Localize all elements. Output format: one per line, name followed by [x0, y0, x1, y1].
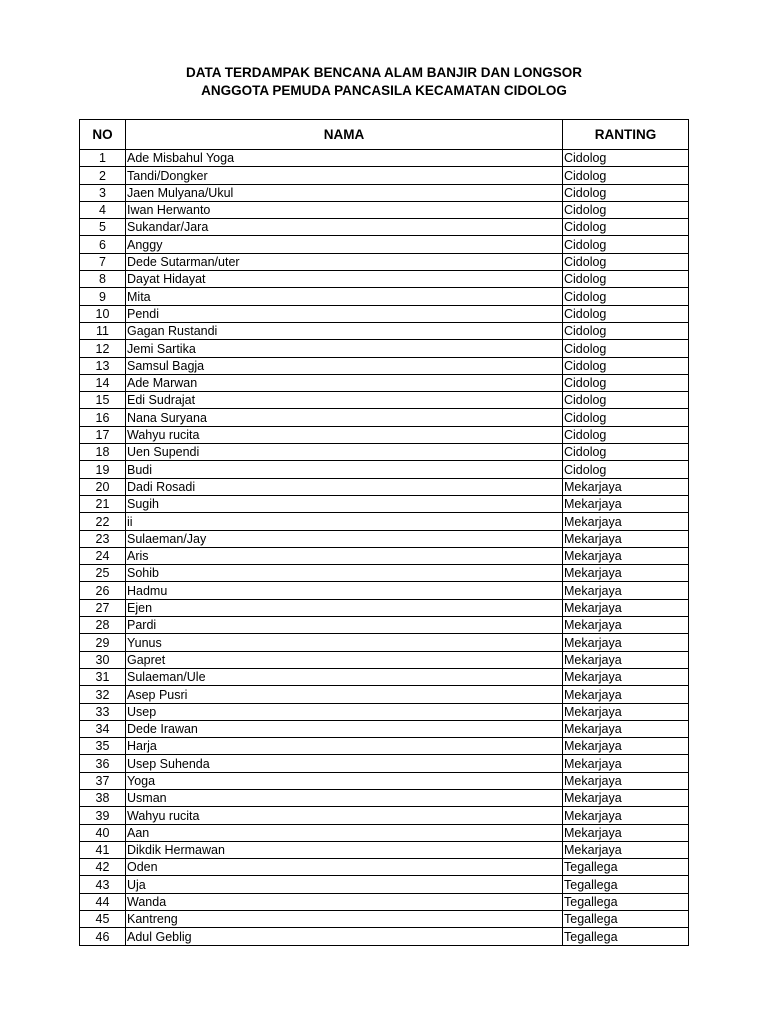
cell-nama: Adul Geblig — [126, 928, 563, 945]
cell-ranting: Cidolog — [563, 409, 689, 426]
header-nama: NAMA — [126, 120, 563, 150]
cell-nama: Jaen Mulyana/Ukul — [126, 184, 563, 201]
header-no: NO — [80, 120, 126, 150]
cell-ranting: Cidolog — [563, 357, 689, 374]
cell-nama: Budi — [126, 461, 563, 478]
cell-ranting: Cidolog — [563, 426, 689, 443]
cell-nama: Wahyu rucita — [126, 426, 563, 443]
cell-nama: ii — [126, 513, 563, 530]
cell-no: 27 — [80, 599, 126, 616]
table-row — [80, 789, 689, 806]
cell-ranting: Mekarjaya — [563, 513, 689, 530]
cell-no: 45 — [80, 911, 126, 928]
cell-ranting: Mekarjaya — [563, 789, 689, 806]
cell-no: 34 — [80, 720, 126, 737]
cell-no: 19 — [80, 461, 126, 478]
cell-no: 30 — [80, 651, 126, 668]
table-row — [80, 322, 689, 339]
table-row — [80, 686, 689, 703]
table-row — [80, 184, 689, 201]
table-row — [80, 530, 689, 547]
cell-no: 21 — [80, 495, 126, 512]
table-row — [80, 426, 689, 443]
cell-nama: Sugih — [126, 495, 563, 512]
cell-ranting: Mekarjaya — [563, 703, 689, 720]
cell-nama: Nana Suryana — [126, 409, 563, 426]
cell-ranting: Mekarjaya — [563, 634, 689, 651]
cell-ranting: Cidolog — [563, 288, 689, 305]
cell-nama: Wanda — [126, 893, 563, 910]
document-title — [0, 64, 768, 100]
cell-nama: Sulaeman/Ule — [126, 668, 563, 685]
table-row — [80, 305, 689, 322]
cell-no: 10 — [80, 305, 126, 322]
cell-ranting: Mekarjaya — [563, 651, 689, 668]
cell-no: 12 — [80, 340, 126, 357]
cell-ranting: Mekarjaya — [563, 720, 689, 737]
cell-no: 6 — [80, 236, 126, 253]
cell-ranting: Mekarjaya — [563, 841, 689, 858]
cell-ranting: Tegallega — [563, 928, 689, 945]
cell-nama: Usep Suhenda — [126, 755, 563, 772]
cell-ranting: Cidolog — [563, 305, 689, 322]
table-row — [80, 167, 689, 184]
cell-ranting: Cidolog — [563, 167, 689, 184]
cell-ranting: Mekarjaya — [563, 807, 689, 824]
table-row — [80, 738, 689, 755]
cell-nama: Ejen — [126, 599, 563, 616]
cell-nama: Mita — [126, 288, 563, 305]
table-row — [80, 599, 689, 616]
cell-no: 13 — [80, 357, 126, 374]
table-row — [80, 547, 689, 564]
cell-no: 25 — [80, 565, 126, 582]
cell-nama: Harja — [126, 738, 563, 755]
cell-nama: Iwan Herwanto — [126, 201, 563, 218]
cell-ranting: Tegallega — [563, 876, 689, 893]
cell-ranting: Mekarjaya — [563, 755, 689, 772]
table-header — [80, 120, 689, 150]
table-row — [80, 478, 689, 495]
cell-nama: Dede Irawan — [126, 720, 563, 737]
cell-nama: Ade Misbahul Yoga — [126, 150, 563, 167]
cell-nama: Pardi — [126, 617, 563, 634]
cell-ranting: Mekarjaya — [563, 599, 689, 616]
cell-nama: Dadi Rosadi — [126, 478, 563, 495]
cell-no: 20 — [80, 478, 126, 495]
table-row — [80, 824, 689, 841]
table-row — [80, 772, 689, 789]
cell-no: 38 — [80, 789, 126, 806]
cell-no: 22 — [80, 513, 126, 530]
cell-nama: Yunus — [126, 634, 563, 651]
cell-ranting: Mekarjaya — [563, 668, 689, 685]
cell-ranting: Mekarjaya — [563, 478, 689, 495]
cell-nama: Usep — [126, 703, 563, 720]
cell-ranting: Tegallega — [563, 859, 689, 876]
cell-ranting: Tegallega — [563, 911, 689, 928]
cell-ranting: Mekarjaya — [563, 530, 689, 547]
cell-ranting: Cidolog — [563, 392, 689, 409]
table-row — [80, 513, 689, 530]
cell-no: 16 — [80, 409, 126, 426]
table-row — [80, 859, 689, 876]
cell-ranting: Cidolog — [563, 150, 689, 167]
cell-nama: Hadmu — [126, 582, 563, 599]
header-ranting: RANTING — [563, 120, 689, 150]
cell-no: 2 — [80, 167, 126, 184]
cell-ranting: Cidolog — [563, 253, 689, 270]
table-row — [80, 893, 689, 910]
cell-no: 11 — [80, 322, 126, 339]
cell-ranting: Mekarjaya — [563, 772, 689, 789]
cell-no: 40 — [80, 824, 126, 841]
table-row — [80, 219, 689, 236]
member-table — [79, 119, 689, 946]
cell-no: 14 — [80, 374, 126, 391]
table-row — [80, 928, 689, 945]
cell-ranting: Mekarjaya — [563, 686, 689, 703]
table-row — [80, 911, 689, 928]
cell-no: 9 — [80, 288, 126, 305]
cell-nama: Pendi — [126, 305, 563, 322]
cell-ranting: Cidolog — [563, 271, 689, 288]
cell-no: 1 — [80, 150, 126, 167]
cell-ranting: Cidolog — [563, 219, 689, 236]
table-row — [80, 703, 689, 720]
table-row — [80, 651, 689, 668]
table-row — [80, 253, 689, 270]
cell-no: 44 — [80, 893, 126, 910]
table-row — [80, 720, 689, 737]
cell-no: 41 — [80, 841, 126, 858]
table-row — [80, 634, 689, 651]
table-row — [80, 668, 689, 685]
cell-no: 8 — [80, 271, 126, 288]
table-body — [80, 150, 689, 946]
cell-ranting: Cidolog — [563, 184, 689, 201]
cell-no: 42 — [80, 859, 126, 876]
cell-nama: Yoga — [126, 772, 563, 789]
cell-no: 23 — [80, 530, 126, 547]
cell-ranting: Cidolog — [563, 322, 689, 339]
cell-ranting: Cidolog — [563, 444, 689, 461]
cell-ranting: Mekarjaya — [563, 582, 689, 599]
cell-nama: Ade Marwan — [126, 374, 563, 391]
cell-no: 43 — [80, 876, 126, 893]
cell-nama: Uja — [126, 876, 563, 893]
table-row — [80, 755, 689, 772]
cell-nama: Usman — [126, 789, 563, 806]
table-row — [80, 340, 689, 357]
cell-no: 15 — [80, 392, 126, 409]
table-row — [80, 409, 689, 426]
cell-no: 24 — [80, 547, 126, 564]
cell-nama: Aan — [126, 824, 563, 841]
header-row — [80, 120, 689, 150]
cell-no: 31 — [80, 668, 126, 685]
cell-ranting: Mekarjaya — [563, 617, 689, 634]
cell-ranting: Mekarjaya — [563, 565, 689, 582]
cell-no: 4 — [80, 201, 126, 218]
cell-no: 35 — [80, 738, 126, 755]
cell-nama: Edi Sudrajat — [126, 392, 563, 409]
title-line-1: DATA TERDAMPAK BENCANA ALAM BANJIR DAN LONGSOR — [186, 65, 582, 80]
cell-no: 33 — [80, 703, 126, 720]
cell-no: 46 — [80, 928, 126, 945]
cell-no: 7 — [80, 253, 126, 270]
table-row — [80, 461, 689, 478]
cell-no: 32 — [80, 686, 126, 703]
cell-ranting: Mekarjaya — [563, 824, 689, 841]
cell-nama: Sulaeman/Jay — [126, 530, 563, 547]
table-row — [80, 374, 689, 391]
cell-no: 5 — [80, 219, 126, 236]
table-row — [80, 876, 689, 893]
cell-no: 18 — [80, 444, 126, 461]
cell-no: 37 — [80, 772, 126, 789]
cell-nama: Dayat Hidayat — [126, 271, 563, 288]
cell-nama: Sohib — [126, 565, 563, 582]
cell-no: 26 — [80, 582, 126, 599]
cell-ranting: Tegallega — [563, 893, 689, 910]
table-row — [80, 392, 689, 409]
table-row — [80, 565, 689, 582]
cell-no: 17 — [80, 426, 126, 443]
table-row — [80, 444, 689, 461]
cell-no: 28 — [80, 617, 126, 634]
cell-no: 39 — [80, 807, 126, 824]
table-row — [80, 617, 689, 634]
cell-ranting: Cidolog — [563, 236, 689, 253]
cell-no: 36 — [80, 755, 126, 772]
table-row — [80, 288, 689, 305]
cell-ranting: Cidolog — [563, 340, 689, 357]
cell-nama: Anggy — [126, 236, 563, 253]
table-row — [80, 271, 689, 288]
cell-nama: Dede Sutarman/uter — [126, 253, 563, 270]
cell-nama: Tandi/Dongker — [126, 167, 563, 184]
cell-ranting: Mekarjaya — [563, 547, 689, 564]
cell-ranting: Cidolog — [563, 201, 689, 218]
cell-nama: Gagan Rustandi — [126, 322, 563, 339]
cell-nama: Kantreng — [126, 911, 563, 928]
table-row — [80, 841, 689, 858]
cell-nama: Dikdik Hermawan — [126, 841, 563, 858]
cell-ranting: Cidolog — [563, 461, 689, 478]
cell-ranting: Mekarjaya — [563, 495, 689, 512]
cell-nama: Aris — [126, 547, 563, 564]
cell-nama: Asep Pusri — [126, 686, 563, 703]
cell-nama: Uen Supendi — [126, 444, 563, 461]
cell-no: 3 — [80, 184, 126, 201]
table-row — [80, 201, 689, 218]
table-row — [80, 236, 689, 253]
table-row — [80, 807, 689, 824]
table-row — [80, 582, 689, 599]
cell-ranting: Mekarjaya — [563, 738, 689, 755]
cell-no: 29 — [80, 634, 126, 651]
cell-nama: Gapret — [126, 651, 563, 668]
title-line-2: ANGGOTA PEMUDA PANCASILA KECAMATAN CIDOLOG — [201, 83, 567, 98]
cell-nama: Jemi Sartika — [126, 340, 563, 357]
table-row — [80, 495, 689, 512]
cell-nama: Samsul Bagja — [126, 357, 563, 374]
cell-nama: Oden — [126, 859, 563, 876]
cell-nama: Sukandar/Jara — [126, 219, 563, 236]
cell-ranting: Cidolog — [563, 374, 689, 391]
cell-nama: Wahyu rucita — [126, 807, 563, 824]
table-row — [80, 150, 689, 167]
table-row — [80, 357, 689, 374]
